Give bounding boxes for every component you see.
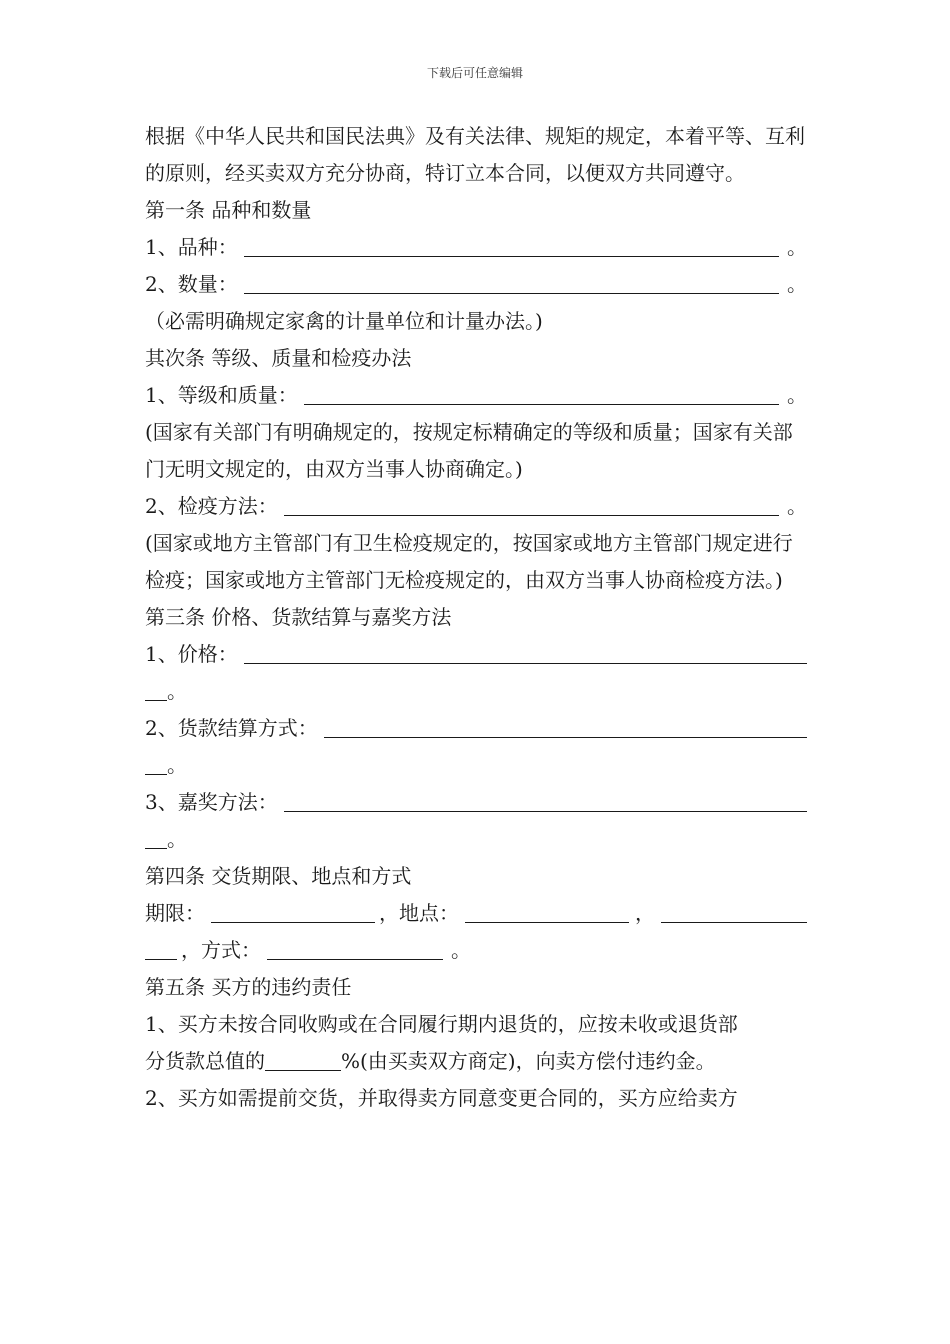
article-5-item-1-a: 1、买方未按合同收购或在合同履行期内退货的，应按未收或退货部 (145, 1012, 738, 1036)
article-3-item-3 (145, 784, 807, 821)
article-4-line-1 (145, 895, 807, 932)
article-2-note-1: (国家有关部门有明确规定的，按规定标精确定的等级和质量；国家有关部门无明文规定的，由双方当事人协商确定。) (145, 420, 793, 481)
variety-field[interactable] (244, 230, 779, 257)
article-3-item-3-cont (145, 821, 807, 858)
reward-field[interactable] (284, 785, 807, 812)
article-1-item-1 (145, 229, 807, 266)
article-1-title: 第一条 品种和数量 (145, 198, 312, 222)
reward-label: 3、嘉奖方法： (145, 790, 278, 814)
period-mark: 。 (167, 827, 187, 851)
article-5-item-1-b (145, 1043, 807, 1080)
period-mark: 。 (167, 753, 187, 777)
article-2-note-2: (国家或地方主管部门有卫生检疫规定的，按国家或地方主管部门规定进行检疫；国家或地方主管部门无检疫规定的，由双方当事人协商检疫方法。) (145, 531, 793, 592)
penalty-percent-field[interactable] (265, 1044, 341, 1071)
article-4-line-2 (145, 932, 807, 969)
grade-label: 1、等级和质量： (145, 383, 298, 407)
settlement-field-cont[interactable] (145, 748, 167, 775)
grade-field[interactable] (304, 378, 779, 405)
penalty-pre: 分货款总值的 (145, 1049, 265, 1073)
price-label: 1、价格： (145, 642, 238, 666)
article-2-title: 其次条 等级、质量和检疫办法 (145, 346, 412, 370)
page-header: 下载后可任意编辑 (426, 66, 523, 80)
article-5-title: 第五条 买方的违约责任 (145, 975, 352, 999)
delivery-place-label: ，地点： (379, 901, 459, 925)
period-mark: 。 (787, 272, 807, 296)
intro-paragraph: 根据《中华人民共和国民法典》及有关法律、规矩的规定，本着平等、互利的原则，经买卖双方充分协商，特订立本合同，以便双方共同遵守。 (145, 124, 805, 185)
article-3-item-1 (145, 636, 807, 673)
article-2-item-2 (145, 488, 807, 525)
delivery-period-label: 期限： (145, 901, 205, 925)
period-mark: 。 (167, 679, 187, 703)
period-mark: 。 (787, 235, 807, 259)
inspection-label: 2、检疫方法： (145, 494, 278, 518)
quantity-label: 2、数量： (145, 272, 238, 296)
reward-field-cont[interactable] (145, 822, 167, 849)
inspection-field[interactable] (284, 489, 779, 516)
delivery-extra-field[interactable] (661, 896, 807, 923)
penalty-post: %(由买卖双方商定)，向卖方偿付违约金。 (341, 1049, 716, 1073)
period-mark: 。 (787, 383, 807, 407)
article-1-item-2 (145, 266, 807, 303)
price-field[interactable] (244, 637, 807, 664)
article-3-item-2-cont (145, 747, 807, 784)
article-1-note: （必需明确规定家禽的计量单位和计量办法。) (145, 309, 543, 333)
settlement-label: 2、货款结算方式： (145, 716, 318, 740)
delivery-method-label: ，方式： (181, 938, 261, 962)
delivery-extra-field-cont[interactable] (145, 933, 177, 960)
article-4-title: 第四条 交货期限、地点和方式 (145, 864, 412, 888)
period-mark: 。 (451, 938, 471, 962)
settlement-field[interactable] (324, 711, 807, 738)
comma: ， (635, 901, 655, 925)
article-3-title: 第三条 价格、货款结算与嘉奖方法 (145, 605, 452, 629)
contract-body (145, 118, 807, 1117)
period-mark: 。 (787, 494, 807, 518)
article-3-item-1-cont (145, 673, 807, 710)
delivery-method-field[interactable] (267, 933, 443, 960)
article-5-item-2: 2、买方如需提前交货，并取得卖方同意变更合同的，买方应给卖方 (145, 1086, 738, 1110)
price-field-cont[interactable] (145, 674, 167, 701)
quantity-field[interactable] (244, 267, 779, 294)
article-2-item-1 (145, 377, 807, 414)
delivery-period-field[interactable] (211, 896, 375, 923)
variety-label: 1、品种： (145, 235, 238, 259)
article-3-item-2 (145, 710, 807, 747)
delivery-place-field[interactable] (465, 896, 629, 923)
